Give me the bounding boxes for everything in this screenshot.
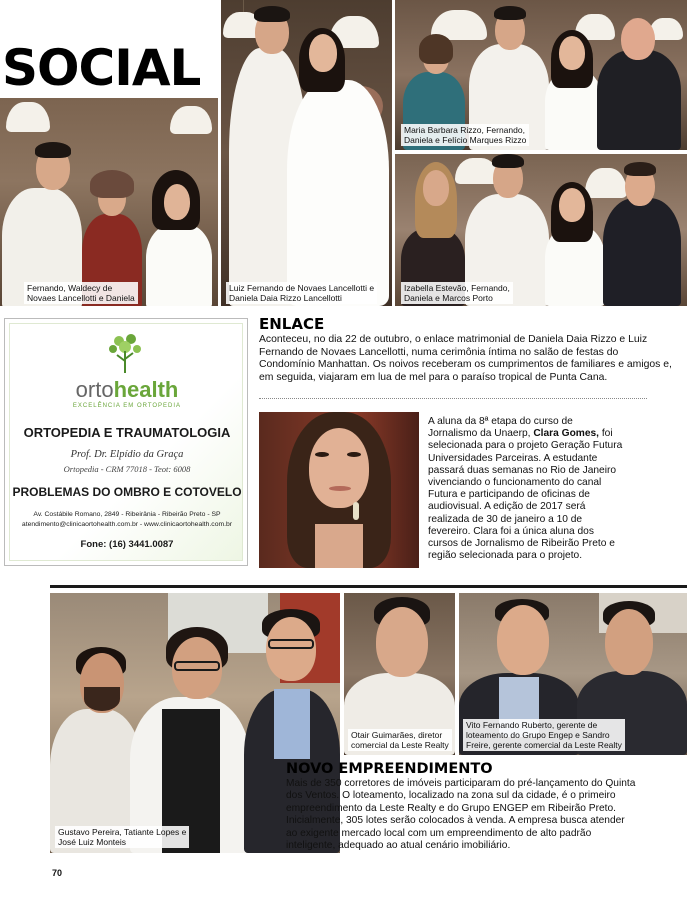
ad-phone: Fone: (16) 3441.0087 [80,539,174,550]
caption-bottom-1: Gustavo Pereira, Tatiante Lopes e José Luiz Monteis [55,826,189,848]
tree-logo-icon [105,331,145,375]
novo-title: NOVO EMPREENDIMENTO [286,761,493,777]
ad-contacts: atendimento@clinicaortohealth.com.br - www.clinicaortohealth.com.br [21,521,233,528]
ad-registry: Ortopedia - CRM 77018 - Teot: 6008 [63,464,191,474]
brand-health: health [113,377,179,402]
enlace-text: Aconteceu, no dia 22 de outubro, o enlace matrimonial de Daniela Daia Rizzo e Luiz Fernando de Novaes Lancellotti, numa cerimônia íntima no salão de festas do Condomínio Manhattan. Os noivos receberam os cumprimentos de familiares e amigos e, em seguida, viajaram em lua de mel para o paraíso tropical de Punta Cana. [259,334,672,383]
ad-focus: PROBLEMAS DO OMBRO E COTOVELO [12,485,242,499]
page-number: 70 [52,868,63,878]
novo-text: Mais de 350 corretores de imóveis participaram do pré-lançamento do Quinta dos Ventos. O loteamento, localizado na zona sul da cidade, é o primeiro empreendimento da Leste Realty e do Grupo ENGEP em Ribeirão Preto. Inicialmente, 305 lotes serão colocados à venda. A empresa busca atender ao exigente mercado local com um empreendimento de alto padrão inteligente, adequado ao atual cenário imobiliário. [286,778,636,852]
section-divider [50,585,687,588]
enlace-title: ENLACE [259,315,325,333]
caption-bottom-3: Vito Fernando Ruberto, gerente de loteamento do Grupo Engep e Sandro Freire, gerente comercial da Leste Realty [463,719,625,751]
ad-address: Av. Costábile Romano, 2849 - Ribeirânia - Ribeirão Preto - SP [33,511,221,518]
clara-text-before: A aluna da 8ª etapa do curso de Jornalismo da Unaerp, [428,416,573,440]
clara-text-after: foi selecionada para o projeto Geração Futura Universidades Parceiras. A estudante passará duas semanas no Rio de Janeiro vivenciando o funcionamento do canal Futura e participando de oficinas de audiovisual. A edição de 2017 será realizada de 30 de janeiro a 10 de fevereiro. Clara foi a única aluna dos cursos de Jornalismo de Ribeirão Preto e região selecionada para o projeto. [428,428,623,562]
clara-text [428,416,624,562]
photo-luiz-fernando-daniela [221,0,392,306]
ad-tagline: EXCELÊNCIA EM ORTOPEDIA [72,403,182,409]
caption-photo-1: Fernando, Waldecy de Novaes Lancellotti e Daniela [24,282,138,304]
photo-clara-gomes [259,412,419,568]
brand-orto: orto [75,377,114,402]
caption-photo-3: Maria Barbara Rizzo, Fernando, Daniela e Felício Marques Rizzo [401,124,529,146]
caption-photo-4: Izabella Estevão, Fernando, Daniela e Marcos Porto [401,282,513,304]
ad-doctor: Prof. Dr. Elpídio da Graça [70,449,184,460]
dotted-divider [259,398,647,399]
caption-bottom-2: Otair Guimarães, diretor comercial da Leste Realty [348,729,452,751]
photo-fernando-waldecy-daniela [0,98,218,306]
ortohealth-ad [4,318,248,566]
caption-photo-2: Luiz Fernando de Novaes Lancellotti e Daniela Daia Rizzo Lancellotti [226,282,377,304]
section-title: SOCIAL [2,39,201,97]
ad-specialty: ORTOPEDIA E TRAUMATOLOGIA [23,425,231,440]
clara-name: Clara Gomes, [533,428,600,440]
